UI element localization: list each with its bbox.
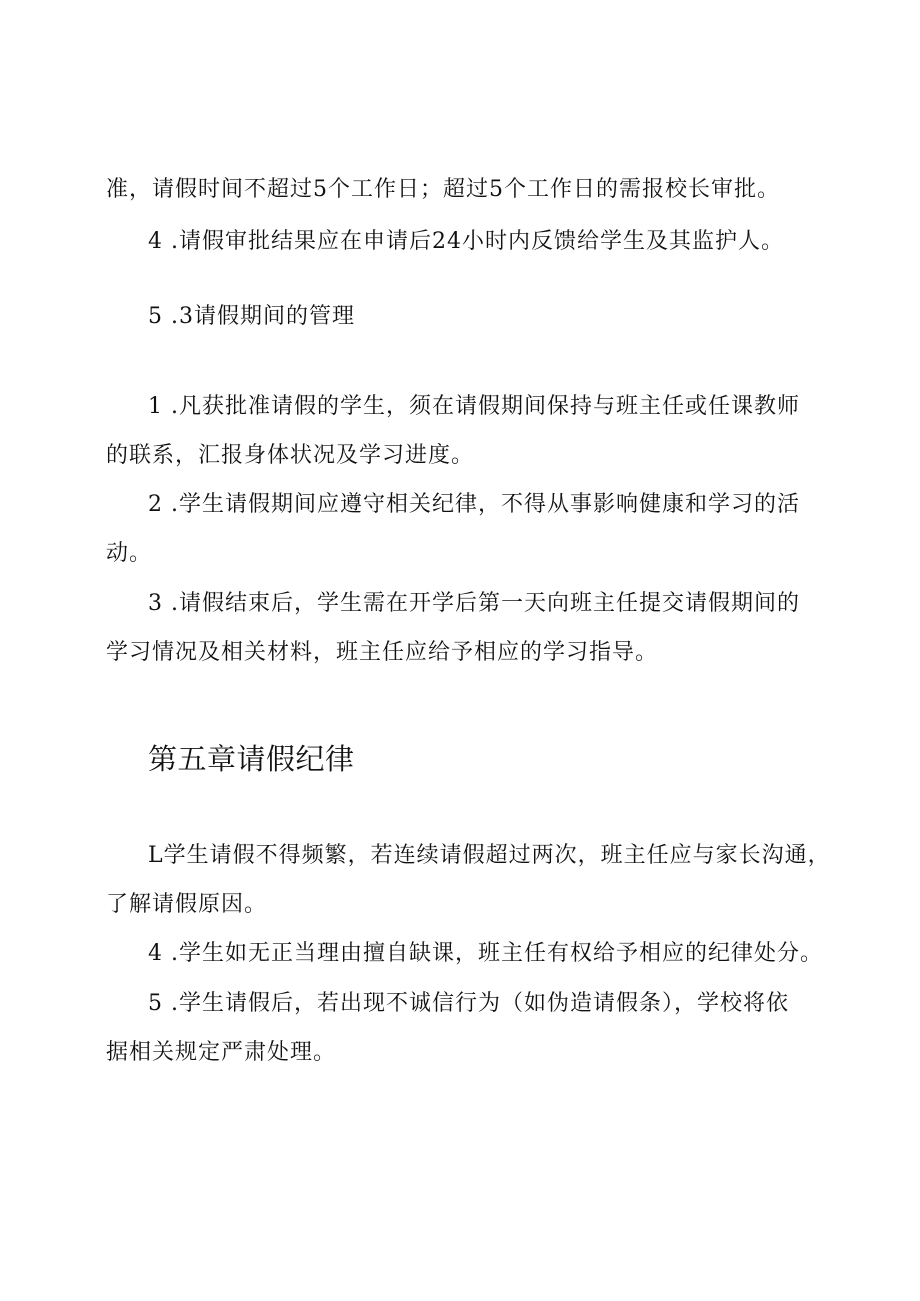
chapter-title: 第五章请假纪律 (148, 742, 355, 776)
chapter-item-1-line-1: L学生请假不得频繁，若连续请假超过两次，班主任应与家长沟通， (148, 843, 831, 868)
chapter-item-1-line-2: 了解请假原因。 (106, 892, 268, 917)
section-item-2-line-1: 2 .学生请假期间应遵守相关纪律，不得从事影响健康和学习的活 (148, 492, 800, 517)
chapter-item-3-line-2: 据相关规定严肃处理。 (106, 1040, 337, 1065)
section-item-3-line-1: 3 .请假结束后，学生需在开学后第一天向班主任提交请假期间的 (148, 591, 800, 616)
chapter-item-3-line-1: 5 .学生请假后，若出现不诚信行为（如伪造请假条），学校将依 (148, 991, 789, 1016)
section-title: 5 .3请假期间的管理 (148, 304, 355, 329)
section-item-3-line-2: 学习情况及相关材料，班主任应给予相应的学习指导。 (106, 640, 659, 665)
paragraph-continuation: 准，请假时间不超过5个工作日；超过5个工作日的需报校长审批。 (106, 177, 780, 202)
section-item-2-line-2: 动。 (106, 541, 153, 566)
section-item-1-line-2: 的联系，汇报身体状况及学习进度。 (106, 443, 475, 468)
approval-item-4: 4 .请假审批结果应在申请后24小时内反馈给学生及其监护人。 (148, 229, 784, 254)
section-item-1-line-1: 1 .凡获批准请假的学生，须在请假期间保持与班主任或任课教师 (148, 394, 800, 419)
chapter-item-2-line-1: 4 .学生如无正当理由擅自缺课，班主任有权给予相应的纪律处分。 (148, 941, 823, 966)
